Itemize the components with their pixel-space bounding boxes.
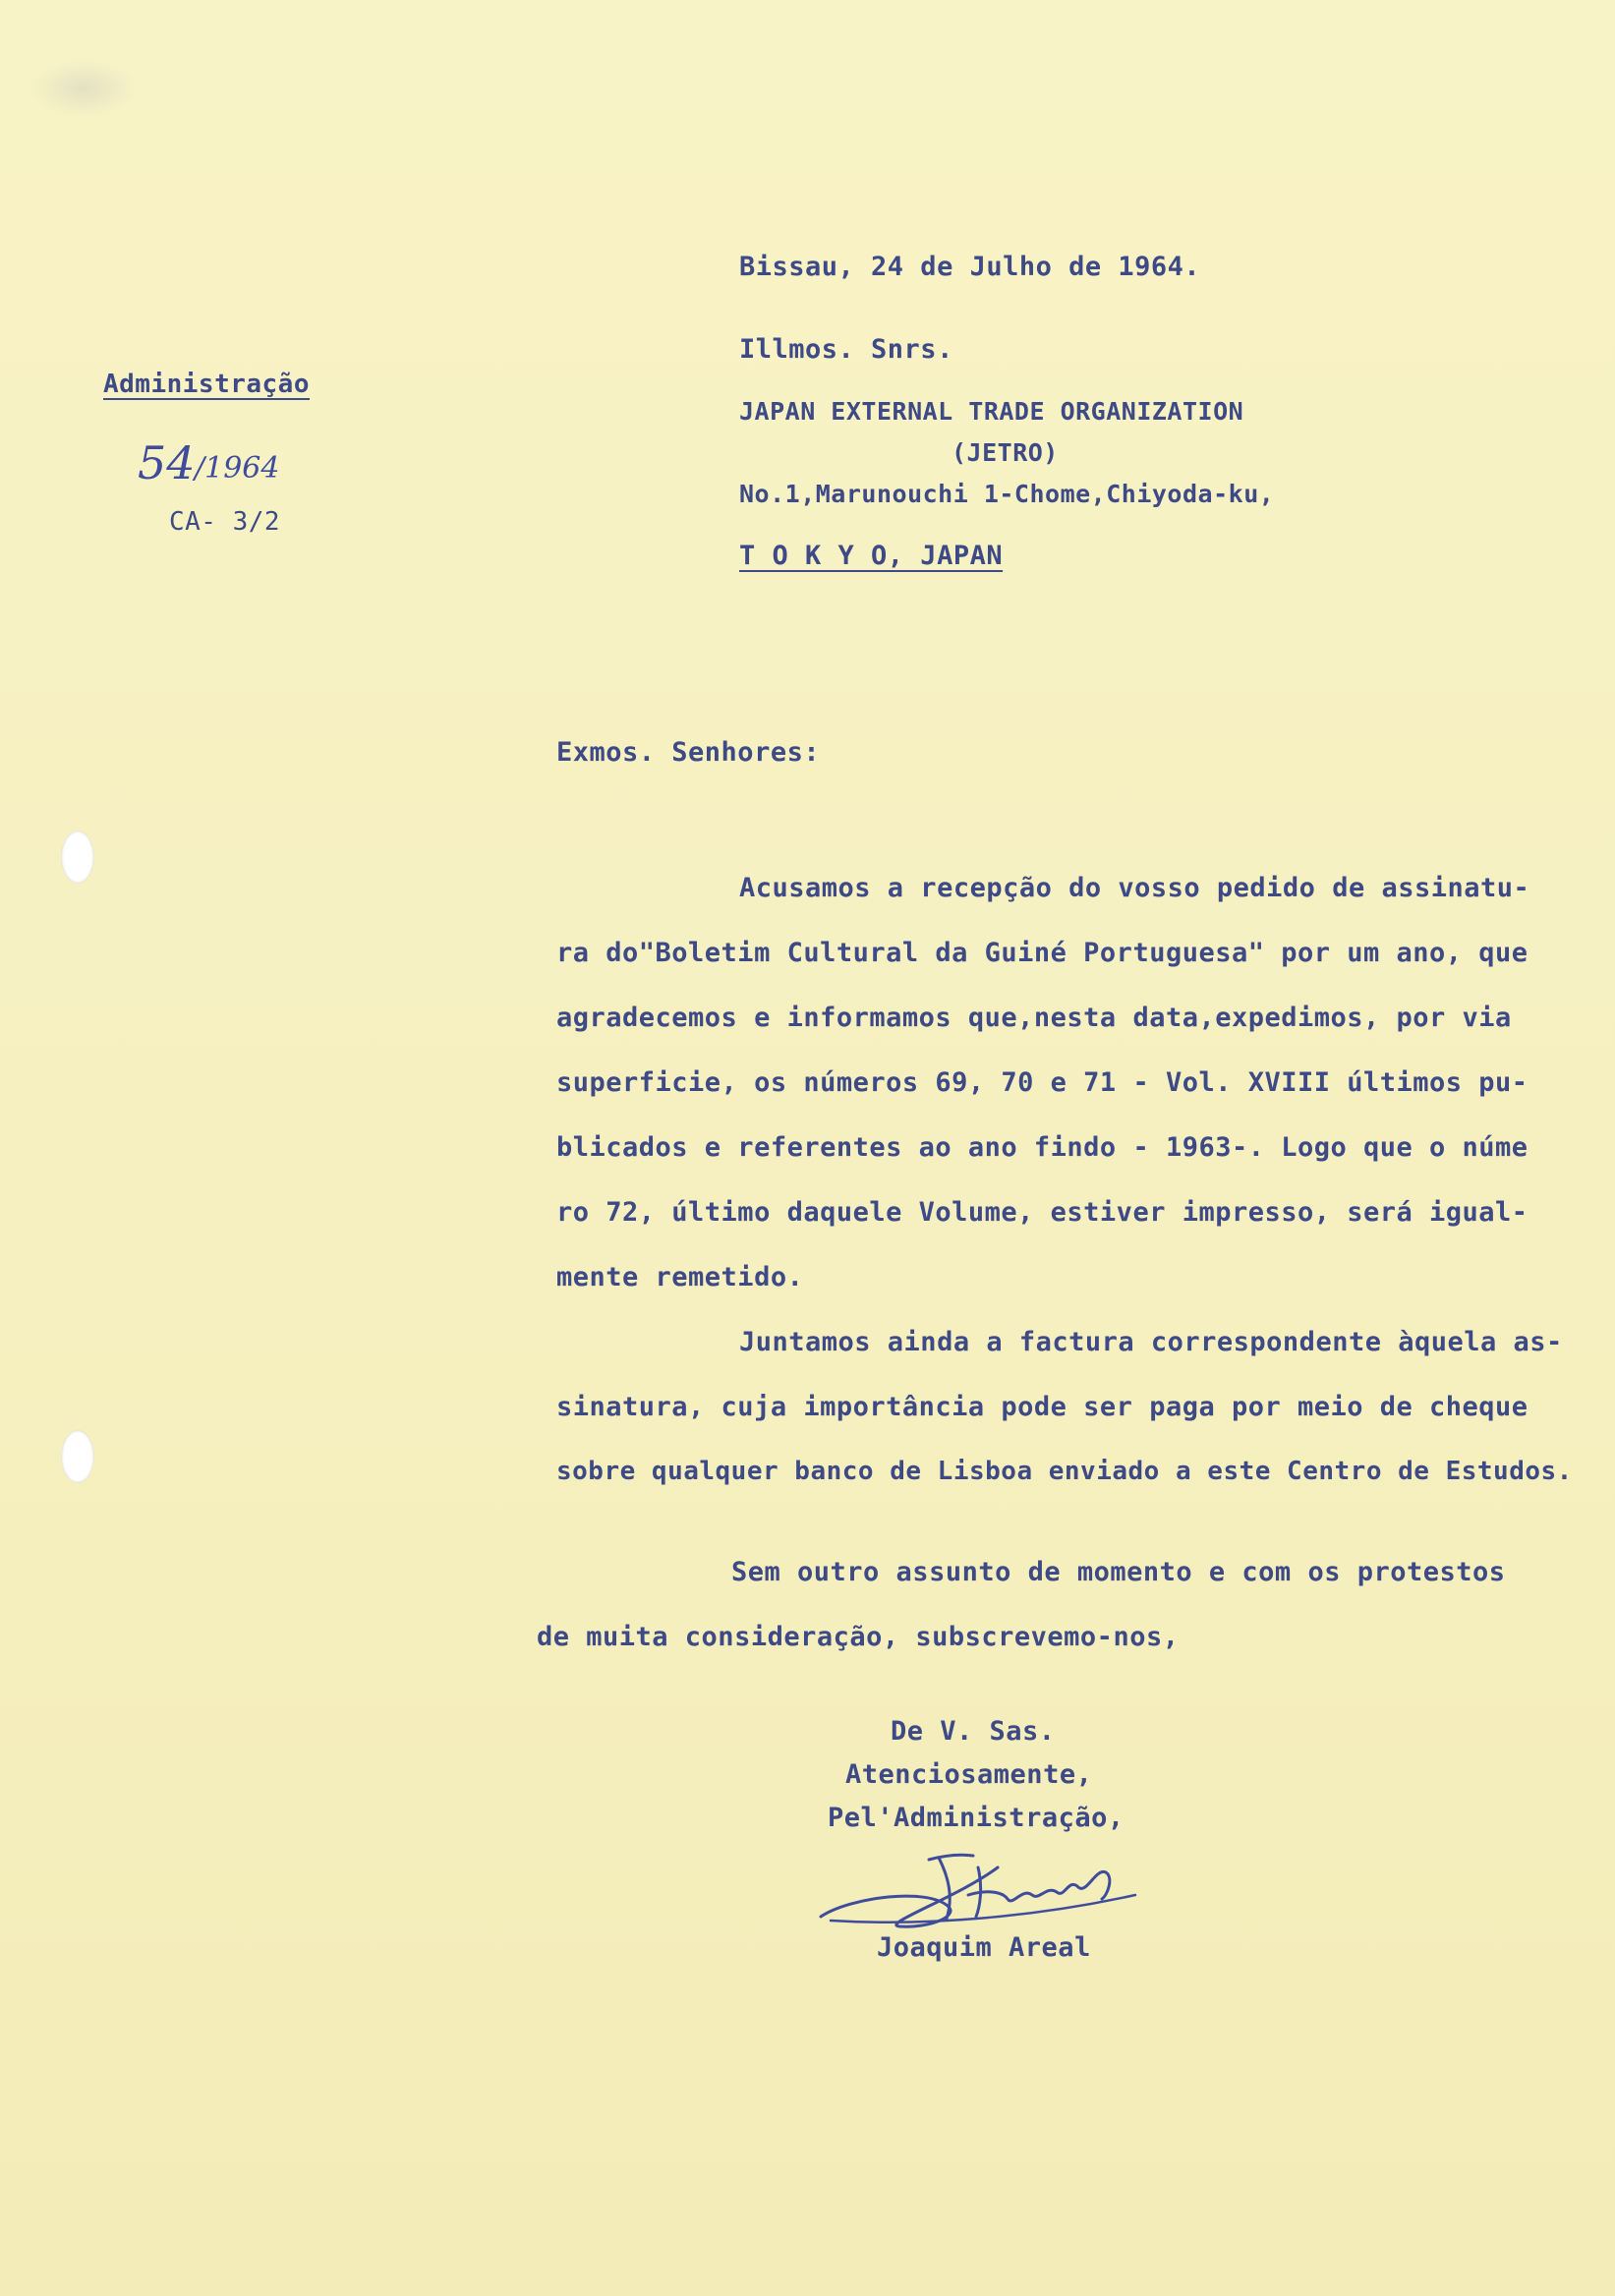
margin-department: Administração <box>103 370 310 399</box>
place-date: Bissau, 24 de Julho de 1964. <box>739 252 1201 282</box>
body-line: ro 72, último daquele Volume, estiver impresso, será igual- <box>556 1197 1528 1228</box>
handwritten-signature <box>811 1838 1165 1946</box>
body-line: ra do"Boletim Cultural da Guiné Portuguesa" por um ano, que <box>556 938 1528 968</box>
paper-smudge <box>29 59 138 118</box>
body-line: Acusamos a recepção do vosso pedido de assinatu- <box>739 873 1530 903</box>
body-line: agradecemos e informamos que,nesta data,expedimos, por via <box>556 1003 1512 1033</box>
body-line: mente remetido. <box>556 1262 804 1292</box>
body-line: sobre qualquer banco de Lisboa enviado a este Centro de Estudos. <box>556 1457 1573 1486</box>
body-line: superficie, os números 69, 70 e 71 - Vol. XVIII últimos pu- <box>556 1067 1528 1098</box>
closing-line-1: De V. Sas. <box>891 1716 1056 1747</box>
margin-code: CA- 3/2 <box>169 507 281 537</box>
body-line: de muita consideração, subscrevemo-nos, <box>537 1622 1180 1652</box>
punch-hole-bottom <box>61 1430 94 1483</box>
punch-hole-top <box>61 831 94 884</box>
body-line: blicados e referentes ao ano findo - 1963-. Logo que o núme <box>556 1132 1528 1163</box>
margin-ref-number: 54 <box>138 436 196 489</box>
recipient-address: No.1,Marunouchi 1-Chome,Chiyoda-ku, <box>739 480 1275 508</box>
signatory-name: Joaquim Areal <box>877 1932 1091 1963</box>
greeting: Exmos. Senhores: <box>556 737 821 768</box>
closing-line-2: Atenciosamente, <box>845 1759 1093 1790</box>
recipient-salutation: Illmos. Snrs. <box>739 334 953 365</box>
body-line: sinatura, cuja importância pode ser paga por meio de cheque <box>556 1392 1528 1422</box>
closing-line-3: Pel'Administração, <box>828 1803 1125 1833</box>
recipient-organization: JAPAN EXTERNAL TRADE ORGANIZATION <box>739 397 1244 426</box>
body-line: Sem outro assunto de momento e com os protestos <box>731 1557 1506 1587</box>
recipient-city: T O K Y O, JAPAN <box>739 541 1004 571</box>
body-line: Juntamos ainda a factura correspondente àquela as- <box>739 1327 1563 1357</box>
margin-ref-year: /1964 <box>195 451 280 486</box>
recipient-acronym: (JETRO) <box>952 438 1059 467</box>
